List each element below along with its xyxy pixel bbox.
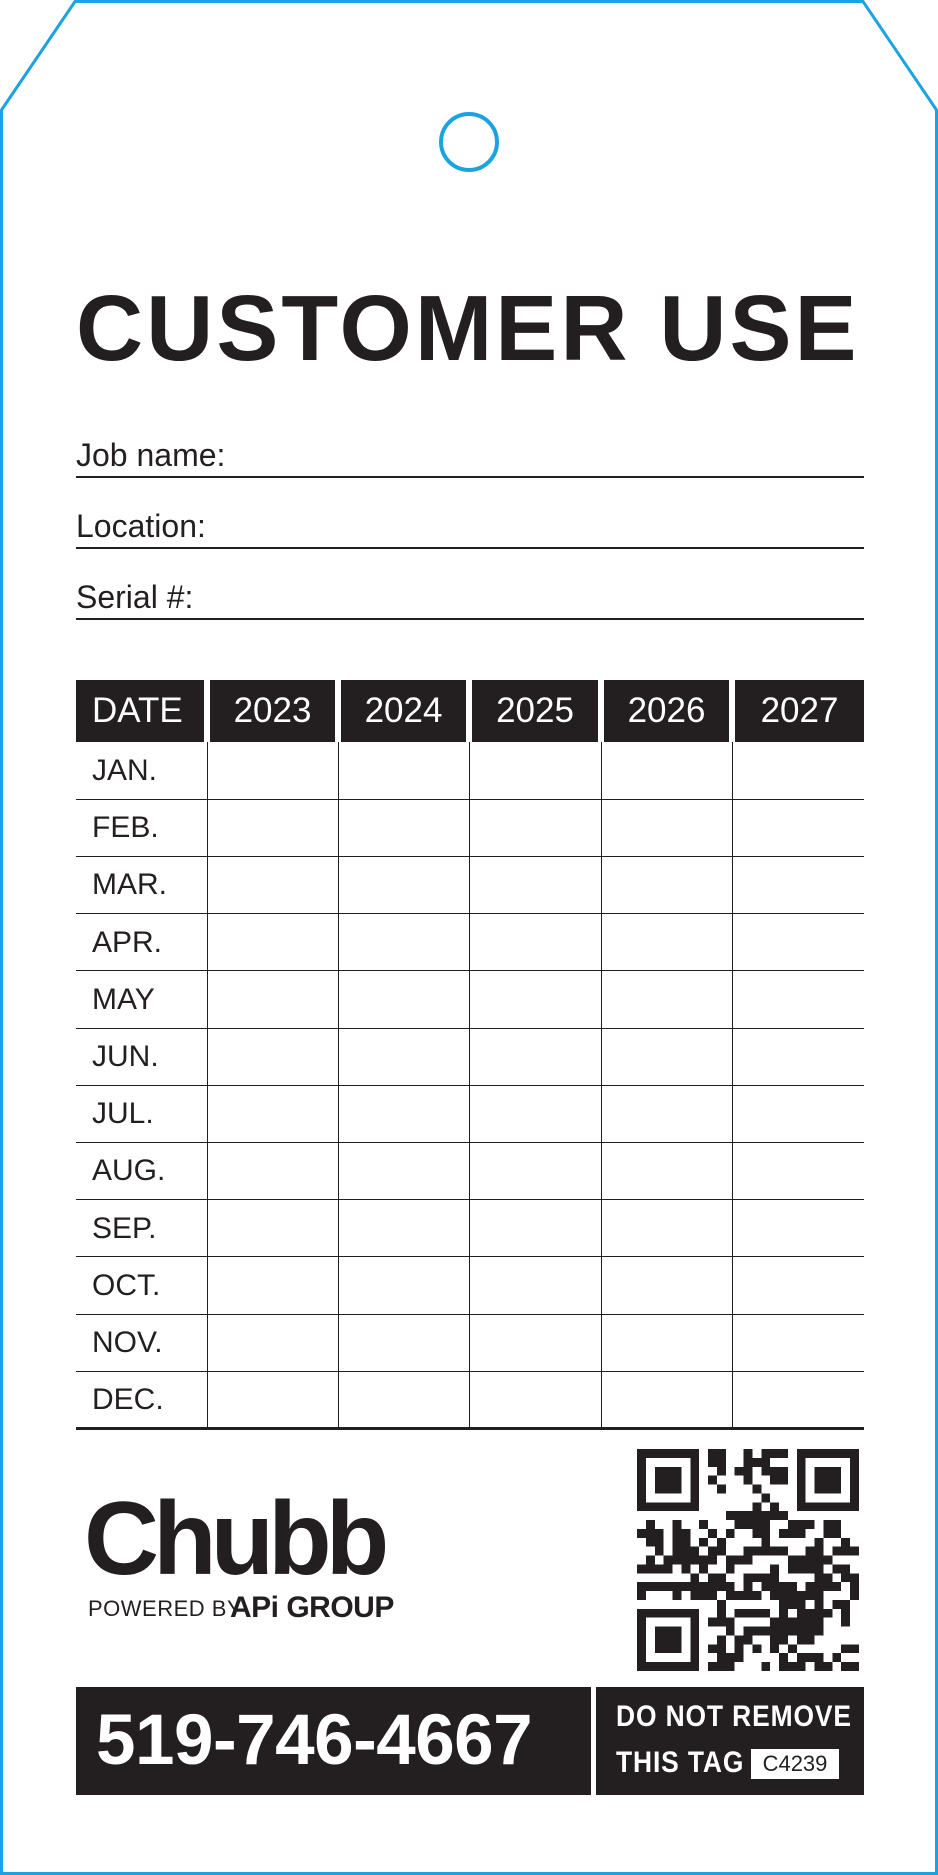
month-label: JAN. — [92, 754, 158, 787]
column-divider — [469, 742, 470, 1428]
serial-label: Serial #: — [76, 579, 194, 615]
month-label: JUN. — [92, 1040, 159, 1073]
row-divider — [76, 1256, 864, 1257]
tag-code: C4239 — [751, 1749, 839, 1779]
powered-by-text: POWERED BY — [88, 1596, 243, 1621]
api-group-logo: APi GROUP — [230, 1591, 394, 1624]
warning-line-1: DO NOT REMOVE — [616, 1700, 852, 1733]
month-label: APR. — [92, 925, 163, 959]
month-label: MAR. — [92, 868, 167, 902]
column-divider — [207, 742, 208, 1428]
row-divider — [76, 1199, 864, 1200]
header-year-2026: 2026 — [604, 680, 729, 742]
row-divider — [76, 799, 864, 800]
column-divider — [601, 742, 602, 1428]
header-year-2025: 2025 — [472, 680, 598, 742]
chubb-logo — [84, 1491, 424, 1586]
header-date: DATE — [76, 680, 204, 742]
page-title: CUSTOMER USE — [76, 276, 860, 380]
column-divider — [732, 742, 733, 1428]
location-label: Location: — [76, 508, 206, 544]
month-label: JUL. — [92, 1097, 154, 1131]
month-label: OCT. — [92, 1268, 161, 1302]
warning-box — [596, 1687, 864, 1795]
month-label: MAY — [92, 982, 155, 1016]
job-name-label: Job name: — [76, 437, 226, 473]
row-divider — [76, 970, 864, 971]
inspection-grid — [76, 680, 864, 1429]
phone-number: 519-746-4667 — [96, 1701, 533, 1780]
month-label: SEP. — [92, 1211, 157, 1245]
month-label: FEB. — [92, 811, 159, 845]
header-year-2024: 2024 — [341, 680, 466, 742]
month-label: DEC. — [92, 1383, 164, 1417]
month-label: NOV. — [92, 1326, 163, 1359]
row-divider — [76, 1142, 864, 1143]
column-divider — [338, 742, 339, 1428]
month-label: AUG. — [92, 1154, 166, 1188]
row-divider — [76, 1427, 864, 1430]
row-divider — [76, 1314, 864, 1315]
row-divider — [76, 856, 864, 857]
row-divider — [76, 1028, 864, 1029]
brand-name: Chubb — [84, 1491, 384, 1586]
serial-field[interactable] — [76, 564, 864, 620]
job-name-field[interactable] — [76, 422, 864, 478]
qr-code-icon — [637, 1449, 859, 1671]
warning-line-2: THIS TAG — [616, 1746, 745, 1779]
row-divider — [76, 1371, 864, 1372]
phone-box — [76, 1687, 591, 1795]
header-year-2023: 2023 — [210, 680, 335, 742]
location-field[interactable] — [76, 493, 864, 549]
row-divider — [76, 913, 864, 914]
header-year-2027: 2027 — [735, 680, 864, 742]
row-divider — [76, 1085, 864, 1086]
